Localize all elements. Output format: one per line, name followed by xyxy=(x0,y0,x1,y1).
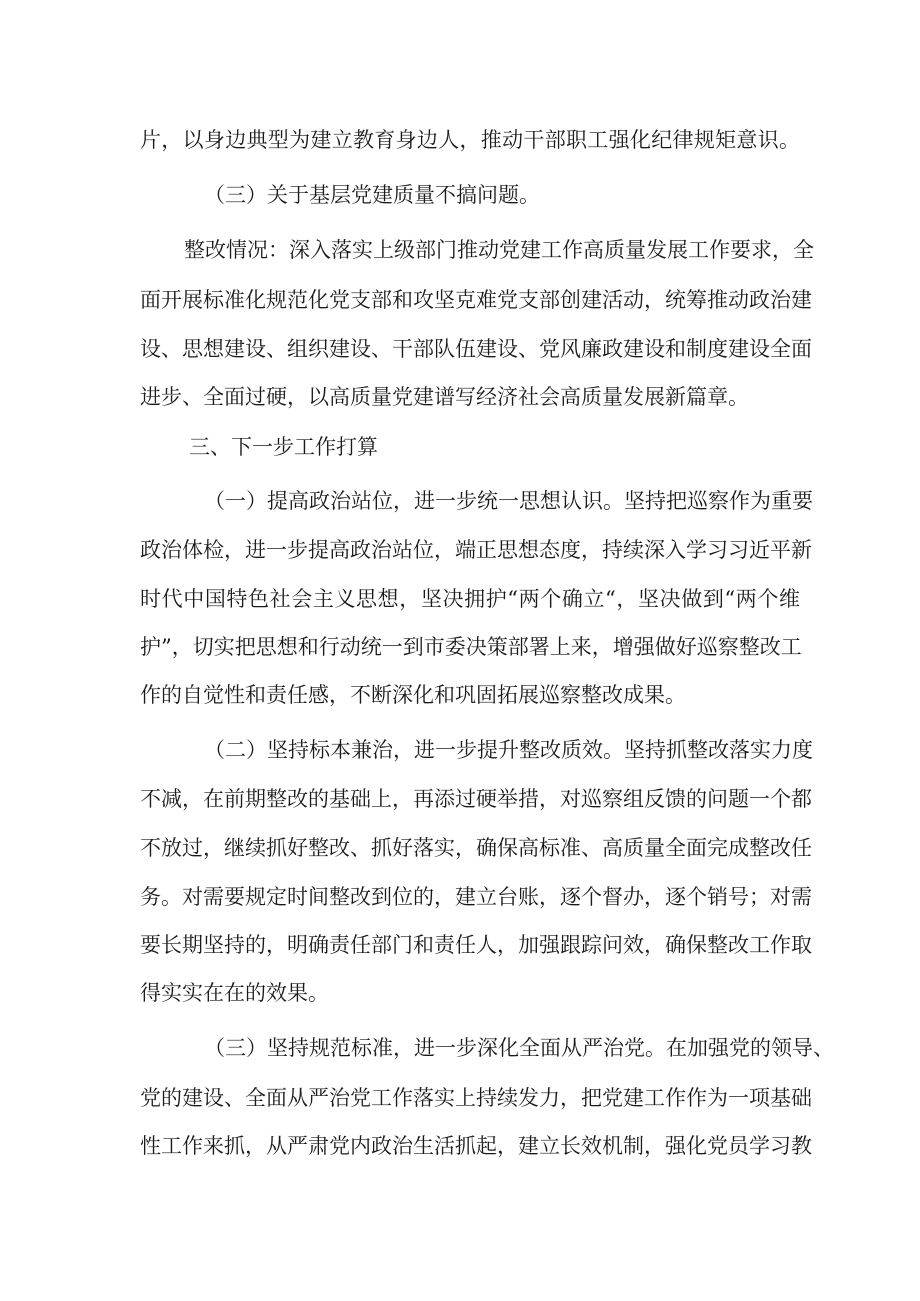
paragraph-line: 整改情况：深入落实上级部门推动党建工作高质量发展工作要求，全 xyxy=(184,238,814,262)
paragraph-line: 设、思想建设、组织建设、干部队伍建设、党风廉政建设和制度建设全面 xyxy=(140,337,812,361)
paragraph-line: 得实实在在的效果。 xyxy=(140,981,329,1005)
paragraph-line: 务。对需要规定时间整改到位的，建立台账，逐个督办，逐个销号；对需 xyxy=(140,885,812,909)
paragraph-line: 党的建设、全面从严治党工作落实上持续发力，把党建工作作为一项基础 xyxy=(140,1086,812,1110)
paragraph-line: 不放过，继续抓好整改、抓好落实，确保高标准、高质量全面完成整改任 xyxy=(140,836,812,860)
paragraph-line: 不减，在前期整改的基础上，再添过硬举措，对巡察组反馈的问题一个都 xyxy=(140,787,812,811)
paragraph-line: （一）提高政治站位，进一步统一思想认识。坚持把巡察作为重要 xyxy=(204,489,813,513)
paragraph-line: 政治体检，进一步提高政治站位，端正思想态度，持续深入学习习近平新 xyxy=(140,538,812,562)
section-heading: （三）关于基层党建质量不搞问题。 xyxy=(204,183,540,207)
paragraph-line: 进步、全面过硬，以高质量党建谱写经济社会高质量发展新篇章。 xyxy=(140,385,749,409)
paragraph-line: 护”，切实把思想和行动统一到市委决策部署上来，增强做好巡察整改工 xyxy=(140,635,802,659)
paragraph-line: 要长期坚持的，明确责任部门和责任人，加强跟踪问效，确保整改工作取 xyxy=(140,933,812,957)
paragraph-line: 性工作来抓，从严肃党内政治生活抓起，建立长效机制，强化党员学习教 xyxy=(140,1134,812,1158)
paragraph-line: 作的自觉性和责任感，不断深化和巩固拓展巡察整改成果。 xyxy=(140,683,686,707)
section-heading: 三、下一步工作打算 xyxy=(189,435,378,459)
paragraph-line: （三）坚持规范标准，进一步深化全面从严治党。在加强党的领导、 xyxy=(204,1036,834,1060)
paragraph-line: （二）坚持标本兼治，进一步提升整改质效。坚持抓整改落实力度 xyxy=(204,738,813,762)
paragraph-line: 时代中国特色社会主义思想，坚决拥护“两个确立“，坚决做到“两个维 xyxy=(140,587,800,611)
paragraph-line: 面开展标准化规范化党支部和攻坚克难党支部创建活动，统筹推动政治建 xyxy=(140,288,812,312)
paragraph-line: 片，以身边典型为建立教育身边人，推动干部职工强化纪律规矩意识。 xyxy=(140,128,800,152)
